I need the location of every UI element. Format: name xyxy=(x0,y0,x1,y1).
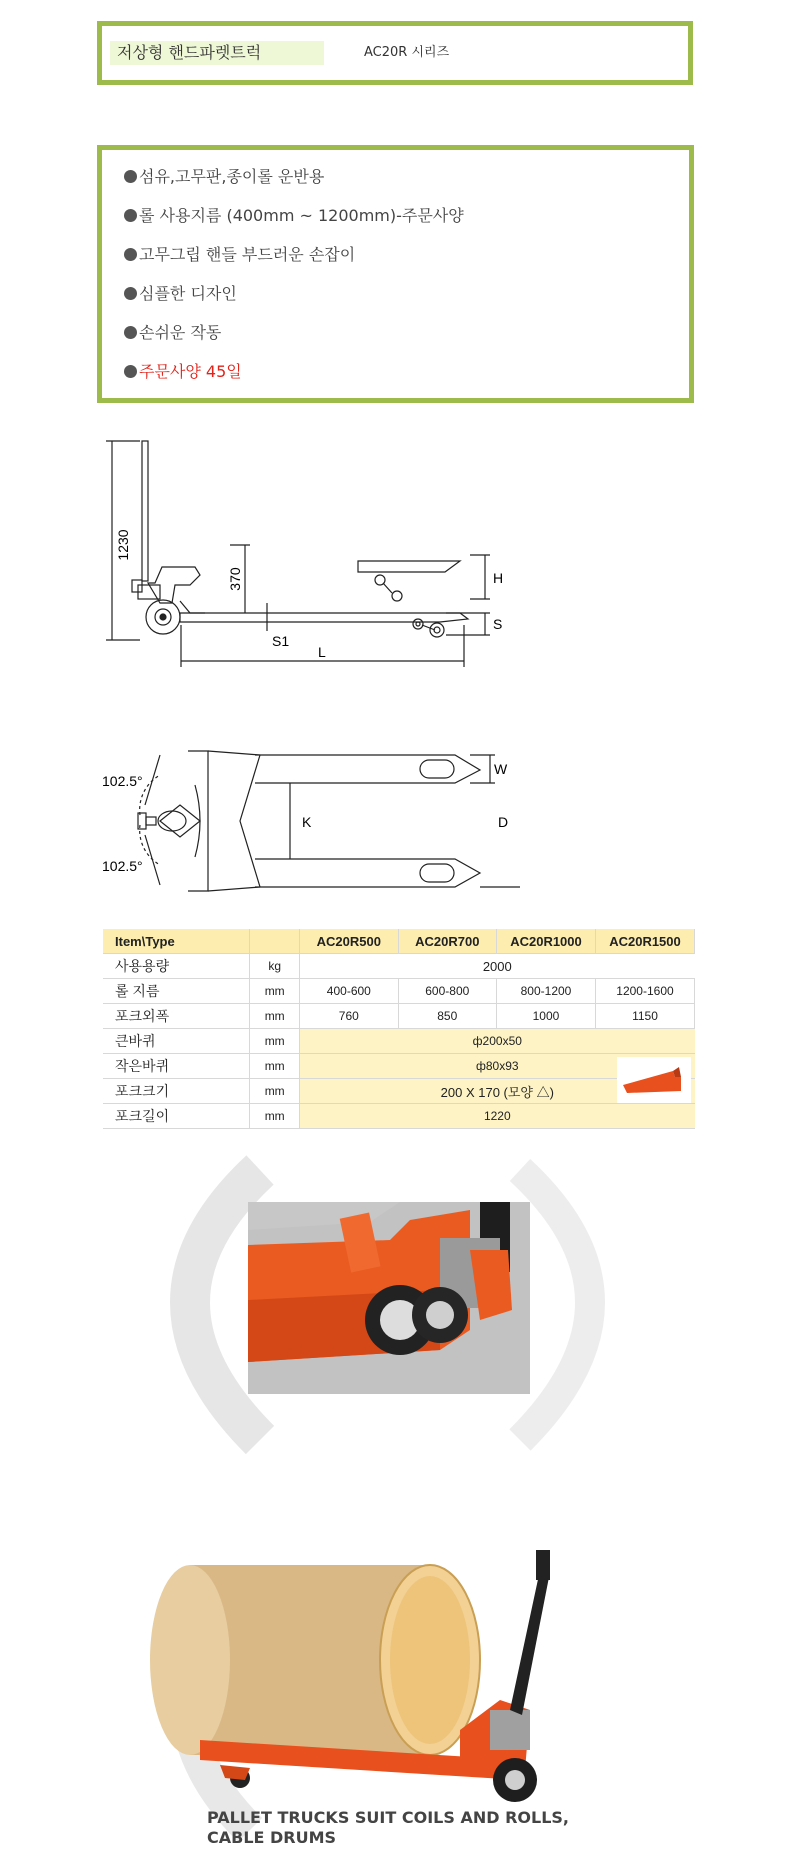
bullet-icon xyxy=(124,209,137,222)
dim-l: L xyxy=(318,644,326,660)
fork-shape-image xyxy=(617,1057,691,1103)
table-row: 포크외폭 mm 760 850 1000 1150 xyxy=(103,1004,695,1029)
table-row: 포크크기 mm 200 X 170 (모양 △) xyxy=(103,1079,695,1104)
bullet-icon xyxy=(124,365,137,378)
feature-item: 섬유,고무판,종이롤 운반용 xyxy=(124,166,324,188)
dim-height-total: 1230 xyxy=(115,529,131,561)
table-header-cell: Item\Type xyxy=(103,929,250,954)
fork-size-value: 200 X 170 (모양 △) xyxy=(440,1084,554,1100)
bullet-icon xyxy=(124,248,137,261)
spec-table xyxy=(103,929,695,1129)
dim-s: S xyxy=(493,616,503,632)
table-row: 포크길이 mm 1220 xyxy=(103,1104,695,1129)
feature-list xyxy=(97,145,694,403)
table-header-row xyxy=(103,929,695,954)
table-row: 큰바퀴 mm ф200x50 xyxy=(103,1029,695,1054)
table-header-cell: AC20R1000 xyxy=(497,929,596,954)
photo-caption: PALLET TRUCKS SUIT COILS AND ROLLS, CABLE DRUMS xyxy=(207,1808,569,1847)
feature-item: 심플한 디자인 xyxy=(124,283,237,305)
table-row: 롤 지름 mm 400-600 600-800 800-1200 1200-1600 xyxy=(103,979,695,1004)
bullet-icon xyxy=(124,287,137,300)
top-view-diagram xyxy=(100,745,520,905)
dim-k: K xyxy=(302,814,312,830)
table-header-cell: AC20R500 xyxy=(300,929,398,954)
bullet-icon xyxy=(124,326,137,339)
feature-item-lead-time: 주문사양 45일 xyxy=(124,361,242,383)
table-header-cell xyxy=(250,929,300,954)
table-row: 사용용량 kg 2000 xyxy=(103,954,695,979)
table-header-cell: AC20R1500 xyxy=(595,929,694,954)
series-label: AC20R 시리즈 xyxy=(364,45,450,60)
dim-h: H xyxy=(493,570,504,586)
feature-item: 손쉬운 작동 xyxy=(124,322,221,344)
feature-item: 고무그립 핸들 부드러운 손잡이 xyxy=(124,244,355,266)
angle-bottom: 102.5° xyxy=(102,858,143,874)
table-row: 작은바퀴 mm ф80x93 xyxy=(103,1054,695,1079)
dim-s1: S1 xyxy=(272,633,290,649)
bullet-icon xyxy=(124,170,137,183)
side-view-diagram xyxy=(100,435,520,675)
title-box xyxy=(97,21,693,85)
product-photo-coil xyxy=(140,1460,640,1863)
product-photo-closeup xyxy=(140,1150,640,1460)
dim-fork-height: 370 xyxy=(227,567,243,591)
angle-top: 102.5° xyxy=(102,773,143,789)
product-title: 저상형 핸드파렛트럭 xyxy=(110,41,324,65)
dim-w: W xyxy=(494,761,508,777)
table-header-cell: AC20R700 xyxy=(398,929,496,954)
dim-d: D xyxy=(498,814,509,830)
feature-item: 롤 사용지름 (400mm ~ 1200mm)-주문사양 xyxy=(124,205,464,227)
